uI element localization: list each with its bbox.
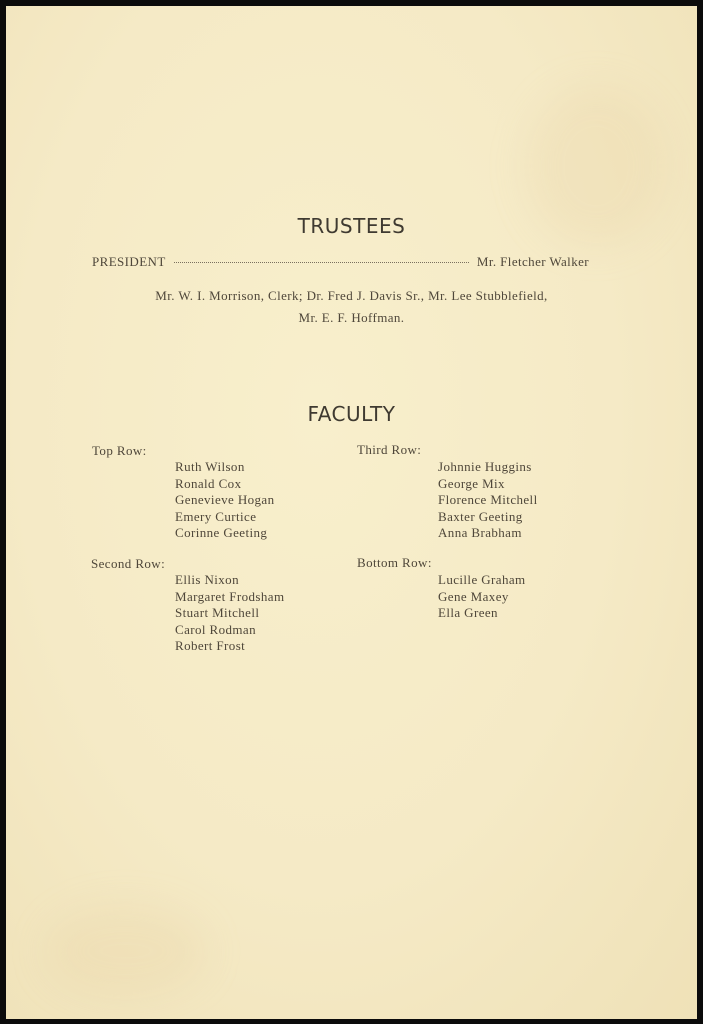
leader-dots bbox=[174, 262, 469, 263]
trustee-members-line: Mr. W. I. Morrison, Clerk; Dr. Fred J. Davis Sr., Mr. Lee Stubblefield, bbox=[155, 288, 548, 303]
faculty-heading: FACULTY bbox=[307, 402, 396, 426]
document-page bbox=[6, 6, 697, 1019]
faculty-name: Gene Maxey bbox=[438, 588, 509, 604]
faculty-name: Stuart Mitchell bbox=[175, 605, 260, 621]
paper-stain bbox=[46, 906, 206, 996]
group-label-second-row: Second Row: bbox=[91, 556, 166, 571]
faculty-name: Baxter Geeting bbox=[438, 508, 523, 524]
president-line bbox=[92, 254, 589, 270]
president-name: Mr. Fletcher Walker bbox=[476, 254, 589, 269]
faculty-name: Emery Curtice bbox=[175, 508, 257, 524]
faculty-name: Ronald Cox bbox=[175, 475, 242, 491]
faculty-name: Robert Frost bbox=[175, 638, 246, 654]
faculty-list-second-row bbox=[175, 572, 284, 655]
faculty-name: Florence Mitchell bbox=[438, 492, 538, 508]
faculty-name: George Mix bbox=[438, 475, 505, 491]
faculty-name: Lucille Graham bbox=[438, 572, 526, 587]
president-label: PRESIDENT bbox=[92, 254, 166, 269]
faculty-list-bottom-row bbox=[438, 572, 526, 622]
trustees-heading: TRUSTEES bbox=[297, 214, 406, 238]
group-label-top-row: Top Row: bbox=[92, 443, 147, 458]
trustee-members-line: Mr. E. F. Hoffman. bbox=[298, 310, 405, 325]
faculty-name: Ruth Wilson bbox=[175, 459, 245, 474]
faculty-name: Johnnie Huggins bbox=[438, 459, 532, 474]
faculty-name: Anna Brabham bbox=[438, 525, 522, 541]
group-label-bottom-row: Bottom Row: bbox=[357, 555, 432, 570]
faculty-name: Corinne Geeting bbox=[175, 525, 268, 541]
faculty-name: Ellis Nixon bbox=[175, 572, 239, 587]
faculty-name: Genevieve Hogan bbox=[175, 492, 275, 508]
trustee-members bbox=[66, 285, 637, 329]
faculty-name: Ella Green bbox=[438, 605, 498, 621]
faculty-list-third-row bbox=[438, 459, 538, 542]
faculty-name: Margaret Frodsham bbox=[175, 588, 285, 604]
faculty-list-top-row bbox=[175, 459, 275, 542]
faculty-name: Carol Rodman bbox=[175, 621, 256, 637]
group-label-third-row: Third Row: bbox=[357, 442, 422, 457]
